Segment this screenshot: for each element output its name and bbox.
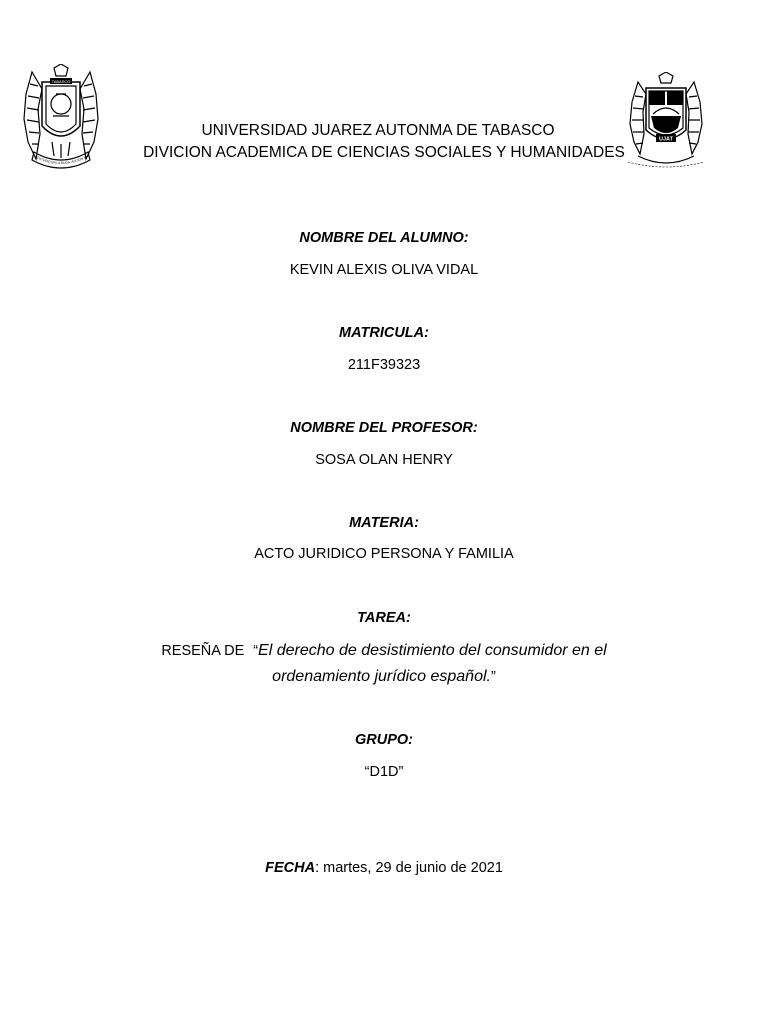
grupo-label: GRUPO:: [355, 732, 413, 748]
tarea-title-line2: ordenamiento jurídico español.: [272, 668, 491, 685]
profesor-value: SOSA OLAN HENRY: [315, 452, 453, 468]
profesor-label: NOMBRE DEL PROFESOR:: [290, 420, 478, 436]
alumno-label: NOMBRE DEL ALUMNO:: [299, 230, 469, 246]
materia-value: ACTO JURIDICO PERSONA Y FAMILIA: [254, 546, 514, 562]
tarea-label: TAREA:: [357, 610, 411, 626]
seal-motto-text: ESTUDIO EN LA DUDA. ACCION EN: [36, 154, 89, 166]
university-name: UNIVERSIDAD JUAREZ AUTONMA DE TABASCO: [201, 122, 555, 139]
tarea-prefix: RESEÑA DE: [161, 643, 245, 659]
seal-top-text: TABASCO: [51, 79, 71, 84]
matricula-value: 211F39323: [347, 357, 421, 373]
fecha-label: FECHA: [265, 860, 316, 876]
fecha-line: [0, 860, 768, 876]
matricula-label: MATRICULA:: [339, 325, 429, 341]
tarea-title-line1: El derecho de desistimiento del consumidor en el: [258, 642, 607, 659]
division-name: DIVICION ACADEMICA DE CIENCIAS SOCIALES Y HUMANIDADES: [143, 144, 625, 161]
close-quote: ”: [490, 669, 496, 685]
ujat-badge-text: UJAT: [659, 136, 673, 143]
grupo-value: “D1D”: [364, 764, 404, 780]
materia-label: MATERIA:: [349, 515, 419, 531]
tarea-review-title: [0, 638, 768, 690]
open-quote: “: [253, 643, 259, 659]
alumno-value: KEVIN ALEXIS OLIVA VIDAL: [289, 262, 479, 278]
fecha-value: : martes, 29 de junio de 2021: [315, 860, 503, 876]
